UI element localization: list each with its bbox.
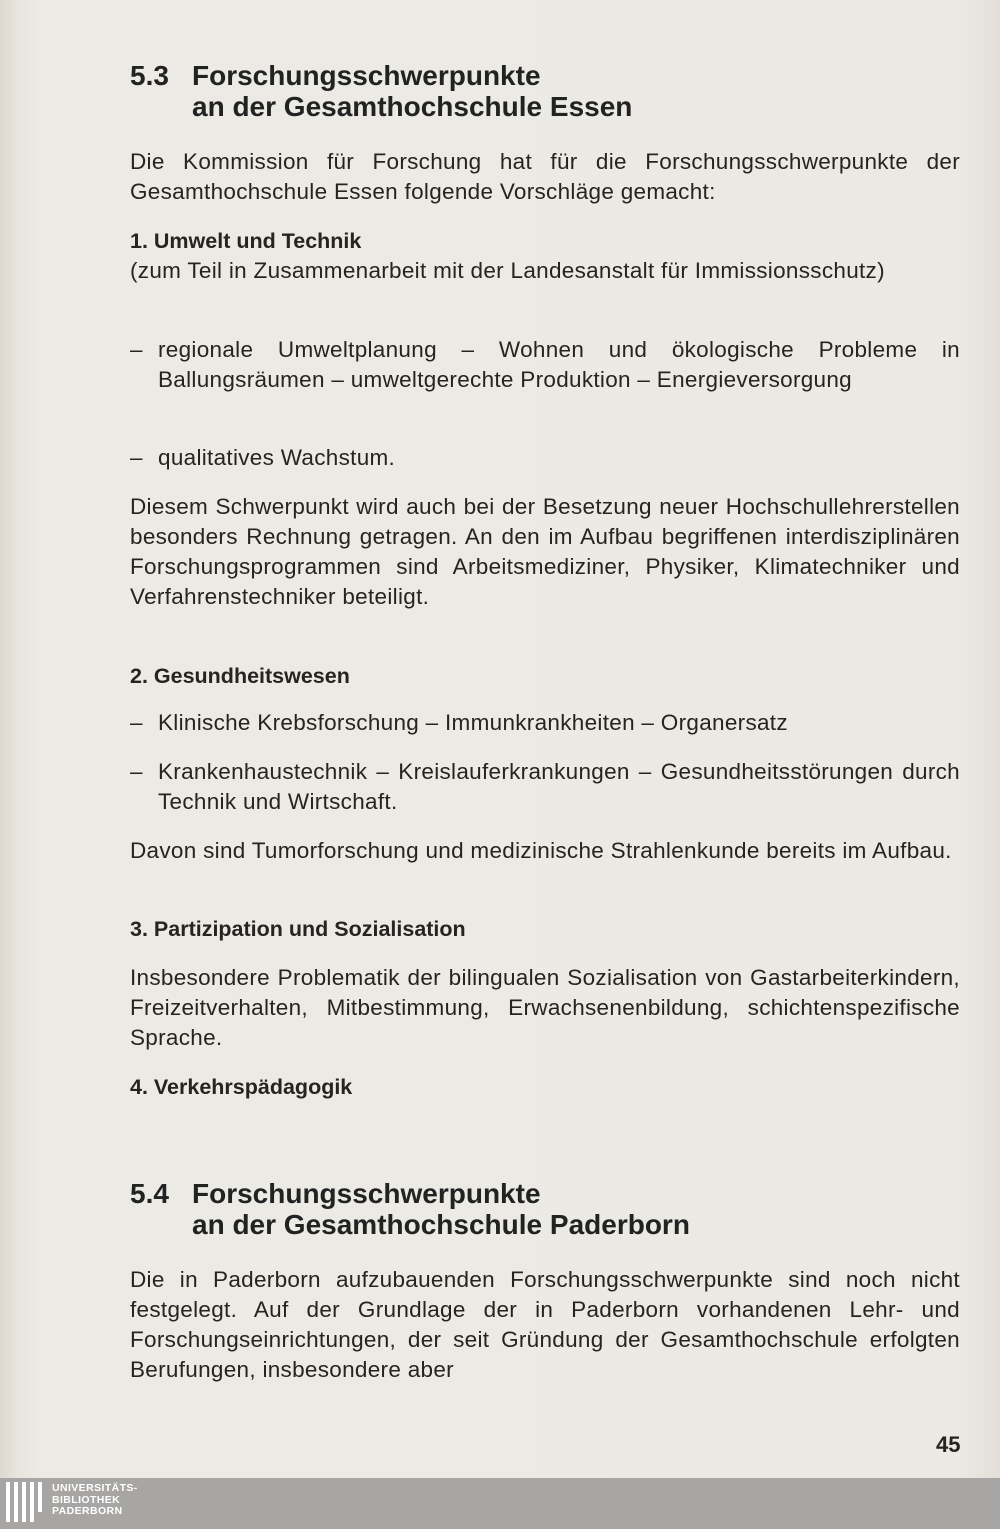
list-item (130, 757, 960, 817)
page-number: 45 (936, 1432, 961, 1457)
list-item (130, 335, 960, 395)
item-2-heading: 2. Gesundheitswesen (130, 664, 350, 688)
item-3-heading: 3. Partizipation und Sozialisation (130, 917, 466, 941)
item-3-text: Insbesondere Problematik der bilingualen Sozialisation von Gastarbeiterkindern, Freizeitverhalten, Mitbestimmung, Erwachsenenbildung, schichtenspezifische Sprache. (130, 965, 960, 1050)
bullet-dash: – (130, 710, 143, 735)
section-5-3-intro: Die Kommission für Forschung hat für die Forschungsschwerpunkte der Gesamthochschule Essen folgende Vorschläge gemacht: (130, 149, 960, 204)
section-title-line1: Forschungsschwerpunkte (192, 60, 541, 91)
library-name-line1: UNIVERSITÄTS- (52, 1482, 138, 1494)
item-2-text: Davon sind Tumorforschung und medizinische Strahlenkunde bereits im Aufbau. (130, 838, 952, 863)
section-title-line2: an der Gesamthochschule Paderborn (192, 1209, 690, 1240)
section-5-3-heading (130, 60, 960, 122)
library-logo-icon (6, 1482, 46, 1522)
item-1-heading: 1. Umwelt und Technik (130, 229, 362, 253)
library-logo-text (52, 1483, 138, 1518)
library-name-line3: PADERBORN (52, 1505, 123, 1517)
list-item (130, 708, 960, 738)
section-5-4-text: Die in Paderborn aufzubauenden Forschungsschwerpunkte sind noch nicht festgelegt. Auf der Grundlage der in Paderborn vorhandenen Lehr- und Forschungseinrichtungen, der seit Gründung der Gesamthochschule erfolgten Berufungen, insbesondere aber (130, 1267, 960, 1382)
section-title-line2: an der Gesamthochschule Essen (192, 91, 633, 122)
item-1-note: (zum Teil in Zusammenarbeit mit der Landesanstalt für Immissionsschutz) (130, 258, 885, 283)
section-5-4-heading (130, 1178, 960, 1240)
bullet-dash: – (130, 759, 143, 784)
bullet-dash: – (130, 337, 143, 362)
list-item (130, 443, 960, 473)
list-item-text: regionale Umweltplanung – Wohnen und ökologische Probleme in Ballungsräumen – umweltgerechte Produktion – Energieversorgung (158, 337, 960, 392)
bullet-dash: – (130, 445, 143, 470)
item-4-heading: 4. Verkehrspädagogik (130, 1075, 353, 1099)
list-item-text: qualitatives Wachstum. (158, 445, 396, 470)
section-number: 5.4 (130, 1178, 169, 1209)
section-title-line1: Forschungsschwerpunkte (192, 1178, 541, 1209)
section-number: 5.3 (130, 60, 169, 91)
list-item-text: Klinische Krebsforschung – Immunkrankheiten – Organersatz (158, 710, 788, 735)
item-1-text: Diesem Schwerpunkt wird auch bei der Besetzung neuer Hochschullehrerstellen besonders Rechnung getragen. An den im Aufbau begriffenen interdisziplinären Forschungsprogrammen sind Arbeitsmediziner, Physiker, Klimatechniker und Verfahrenstechniker beteiligt. (130, 494, 960, 609)
library-name-line2: BIBLIOTHEK (52, 1493, 121, 1506)
library-footer (0, 1478, 1000, 1529)
list-item-text: Krankenhaustechnik – Kreislauferkrankungen – Gesundheitsstörungen durch Technik und Wirtschaft. (158, 759, 960, 814)
